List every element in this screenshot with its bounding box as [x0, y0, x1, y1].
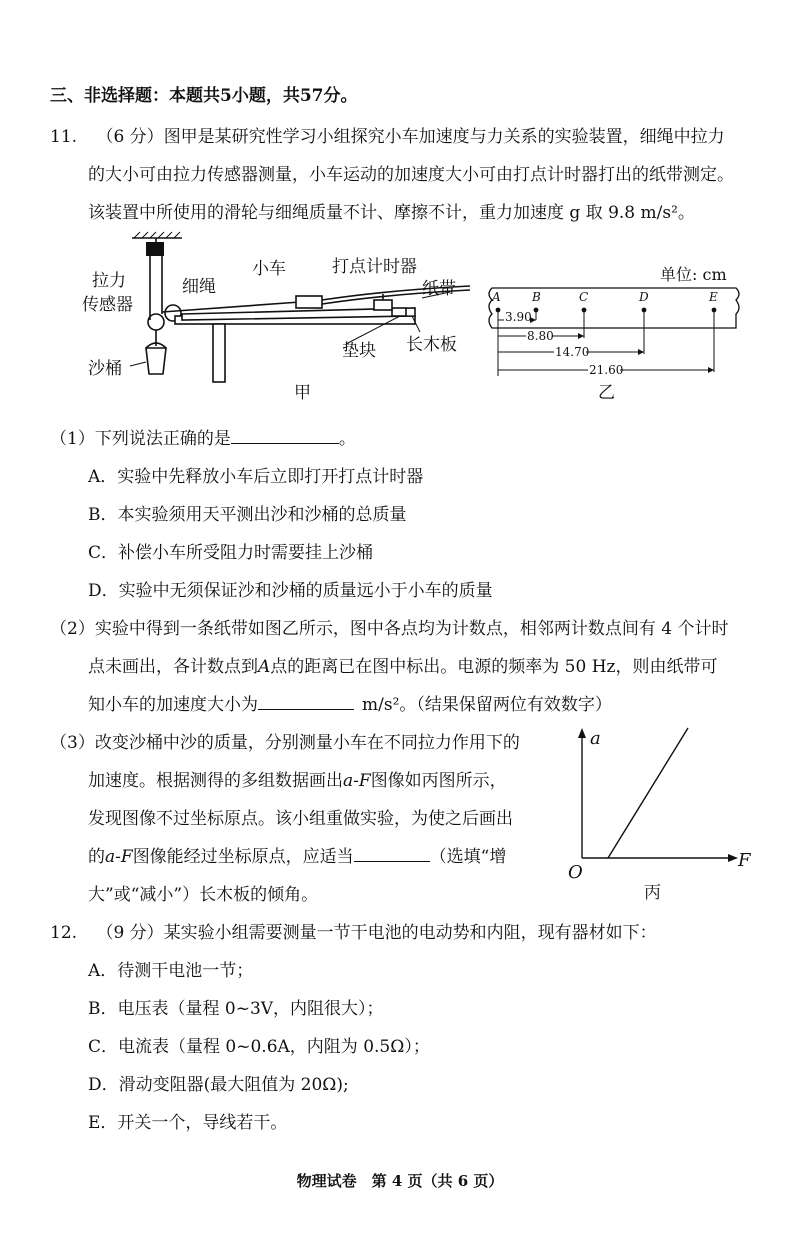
table-leg — [213, 324, 225, 382]
force-sensor — [146, 242, 164, 256]
option-d-text: 实验中无须保证沙和沙桶的质量远小于小车的质量 — [118, 581, 493, 601]
part2-answer-blank[interactable] — [258, 693, 354, 710]
q12-number: 12. — [50, 923, 78, 943]
label-pad: 垫块 — [342, 341, 376, 361]
part1-prompt-text: 下列说法正确的是 — [94, 429, 231, 449]
leader-bucket — [130, 362, 146, 366]
part1-answer-blank[interactable] — [231, 427, 339, 444]
q12-item-a — [88, 956, 253, 981]
option-c-text: 补偿小车所受阻力时需要挂上沙桶 — [118, 543, 374, 563]
part2-line1-text: 实验中得到一条纸带如图乙所示，图中各点均为计数点，相邻两计数点间有 4 个计时 — [94, 619, 729, 639]
q11-points: （6 分） — [96, 127, 164, 147]
part2-unit: m/s²。 — [362, 695, 417, 715]
label-timer: 打点计时器 — [332, 257, 417, 277]
part2-line3a: 知小车的加速度大小为 — [88, 695, 258, 715]
part3-var-af: a-F — [343, 771, 371, 791]
figure-yi-tape — [478, 258, 750, 406]
part1-end: 。 — [338, 429, 356, 449]
q12-item-e-key: E． — [88, 1113, 118, 1133]
label-board: 长木板 — [406, 335, 457, 355]
q12-item-a-text: 待测干电池一节； — [117, 961, 254, 981]
q11-part2-line1 — [50, 614, 728, 639]
x-axis-label: F — [738, 850, 751, 871]
q12-item-d-key: D． — [88, 1075, 119, 1095]
label-sensor-1: 拉力 — [92, 271, 126, 291]
page-footer: 物理试卷 第 4 页（共 6 页） — [296, 1172, 504, 1190]
q12-item-b — [88, 994, 384, 1019]
q11-part3-line5: 大”或“减小”）长木板的倾角。 — [88, 885, 319, 905]
x-axis-arrow — [728, 854, 738, 862]
q11-part3-line3: 发现图像不过坐标原点。该小组重做实验，为使之后画出 — [88, 809, 513, 829]
q12-stem-text: 某实验小组需要测量一节干电池的电动势和内阻，现有器材如下： — [163, 923, 657, 943]
q11-part3-line2 — [88, 766, 507, 791]
part1-option-d — [88, 576, 493, 601]
caption-yi: 乙 — [598, 383, 615, 403]
q12-item-d-text: 滑动变阻器(最大阻值为 20Ω); — [118, 1075, 349, 1095]
part3-line2a: 加速度。根据测得的多组数据画出 — [88, 771, 343, 791]
q12-item-a-key: A． — [88, 961, 118, 981]
cart — [296, 296, 322, 308]
dist-ac: 8.80 — [527, 329, 554, 343]
q11-stem-text1: 图甲是某研究性学习小组探究小车加速度与力关系的实验装置，细绳中拉力 — [163, 127, 725, 147]
sand-bucket — [146, 348, 166, 374]
timer — [374, 300, 392, 310]
label-sensor-2: 传感器 — [82, 295, 133, 315]
dist-ab: 3.90 — [505, 310, 532, 324]
part3-line4c: （选填“增 — [429, 847, 507, 867]
part3-answer-blank[interactable] — [354, 845, 430, 862]
point-a: A — [492, 290, 501, 304]
part3-label: （3） — [50, 733, 95, 753]
part2-line2a: 点未画出，各计数点到 — [88, 657, 258, 677]
q12-points: （9 分） — [96, 923, 164, 943]
option-b-text: 本实验须用天平测出沙和沙桶的总质量 — [117, 505, 407, 525]
y-axis-label: a — [590, 728, 601, 749]
q11-part1-prompt — [50, 424, 356, 449]
label-tape: 纸带 — [422, 279, 456, 299]
part3-line2b: 图像如丙图所示， — [370, 771, 507, 791]
option-b-key: B． — [88, 505, 118, 525]
pad-block — [392, 308, 406, 316]
q11-number: 11. — [50, 127, 78, 147]
option-c-key: C． — [88, 543, 119, 563]
dist-ae: 21.60 — [589, 363, 624, 377]
af-line — [608, 728, 688, 858]
part2-line3b: （结果保留两位有效数字） — [416, 695, 612, 715]
q12-item-b-key: B． — [88, 999, 118, 1019]
q11-part2-line2 — [88, 652, 718, 677]
part1-option-b — [88, 500, 407, 525]
q11-stem-line2: 的大小可由拉力传感器测量，小车运动的加速度大小可由打点计时器打出的纸带测定。 — [88, 165, 734, 185]
y-axis-arrow — [578, 728, 586, 738]
q11-stem-line3: 该装置中所使用的滑轮与细绳质量不计、摩擦不计，重力加速度 g 取 9.8 m/s²。 — [88, 203, 695, 223]
part2-line2b: 点的距离已在图中标出。电源的频率为 50 Hz，则由纸带可 — [270, 657, 718, 677]
q12-stem — [50, 918, 657, 943]
part3-line4b: 图像能经过坐标原点，应适当 — [132, 847, 354, 867]
part3-line1-text: 改变沙桶中沙的质量，分别测量小车在不同拉力作用下的 — [94, 733, 520, 753]
section-header: 三、非选择题：本题共5小题，共57分。 — [50, 86, 358, 106]
option-a-text: 实验中先释放小车后立即打开打点计时器 — [117, 467, 424, 487]
part3-line4a: 的 — [88, 847, 105, 867]
q12-item-e-text: 开关一个，导线若干。 — [117, 1113, 288, 1133]
part1-label: （1） — [50, 429, 95, 449]
caption-jia: 甲 — [294, 383, 311, 403]
q12-item-c-text: 电流表（量程 0~0.6A，内阻为 0.5Ω）； — [118, 1037, 430, 1057]
origin-label: O — [568, 862, 583, 883]
caption-bing: 丙 — [644, 883, 661, 903]
part2-point-a: A — [258, 657, 271, 677]
q11-part3-line1 — [50, 728, 520, 753]
q12-item-c — [88, 1032, 430, 1057]
part1-option-a — [88, 462, 423, 487]
q11-part2-line3 — [88, 690, 612, 715]
option-d-key: D． — [88, 581, 119, 601]
rope-horizontal — [162, 302, 300, 312]
label-cart: 小车 — [252, 259, 286, 279]
figure-jia-apparatus — [70, 228, 490, 403]
dist-ad: 14.70 — [555, 345, 590, 359]
tape-unit: 单位: cm — [660, 265, 727, 284]
q12-item-d — [88, 1070, 349, 1095]
label-rope: 细绳 — [182, 277, 216, 297]
figure-bing-graph — [560, 720, 760, 910]
ceiling-hatch — [134, 232, 180, 238]
point-b: B — [532, 290, 541, 304]
q12-item-b-text: 电压表（量程 0~3V，内阻很大）； — [117, 999, 384, 1019]
option-a-key: A． — [88, 467, 118, 487]
part2-label: （2） — [50, 619, 95, 639]
q12-item-e — [88, 1108, 287, 1133]
point-c: C — [579, 290, 589, 304]
movable-pulley — [148, 314, 164, 330]
q11-part3-line4 — [88, 842, 506, 867]
part3-var-af-2: a-F — [105, 847, 133, 867]
q12-item-c-key: C． — [88, 1037, 119, 1057]
point-d: D — [639, 290, 649, 304]
part1-option-c — [88, 538, 373, 563]
point-e: E — [709, 290, 718, 304]
q11-stem-line1 — [50, 122, 725, 147]
label-bucket: 沙桶 — [88, 359, 122, 379]
